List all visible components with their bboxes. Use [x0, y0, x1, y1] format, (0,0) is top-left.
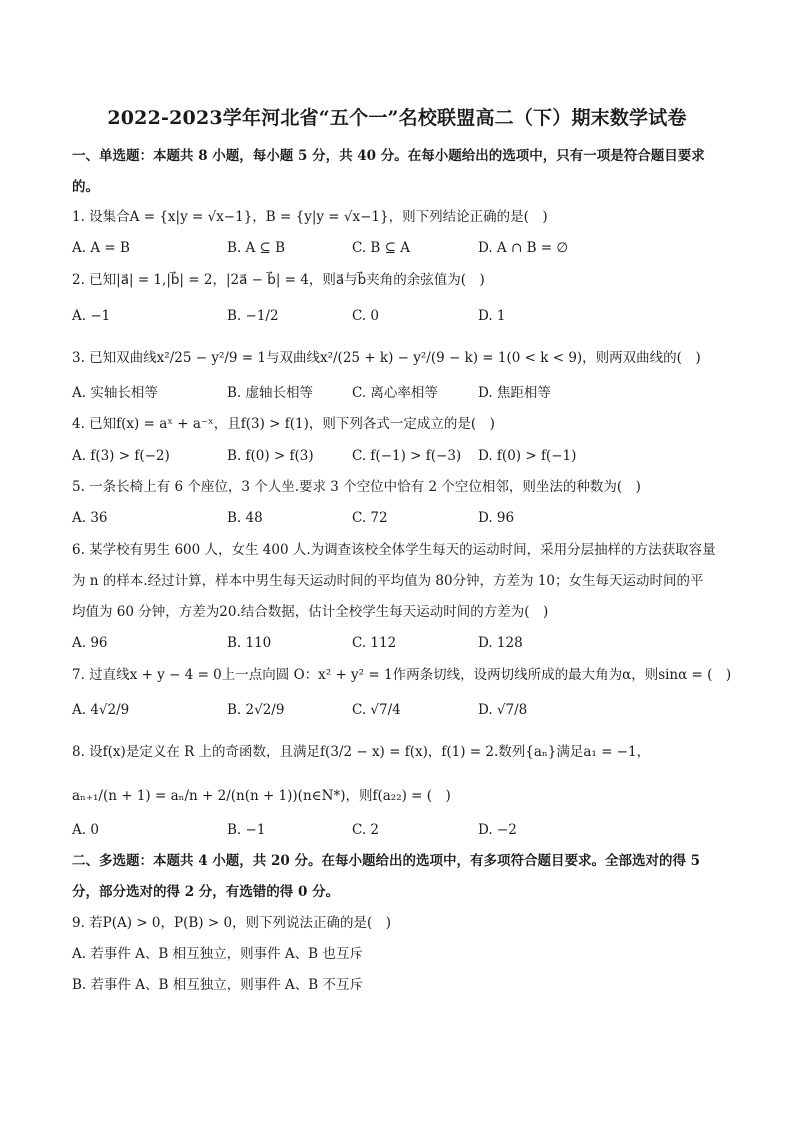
question-6-line3: 均值为 60 分钟，方差为20.结合数据，估计全校学生每天运动时间的方差为( ) — [72, 604, 549, 620]
question-8-option-d: D. −2 — [478, 822, 517, 838]
question-5-option-c: C. 72 — [352, 510, 388, 526]
question-9-stem: 9. 若P(A) > 0，P(B) > 0，则下列说法正确的是( ) — [72, 915, 392, 931]
question-2-option-a: A. −1 — [72, 308, 111, 324]
section1-header-line2: 的。 — [72, 179, 99, 195]
question-4-option-b: B. f(0) > f(3) — [227, 448, 314, 464]
question-1-option-c: C. B ⊆ A — [352, 240, 410, 256]
question-8-option-c: C. 2 — [352, 822, 380, 838]
question-3-option-c: C. 离心率相等 — [352, 385, 438, 401]
question-6-option-b: B. 110 — [227, 635, 272, 651]
question-2-option-c: C. 0 — [352, 308, 380, 324]
question-9-option-a: A. 若事件 A、B 相互独立，则事件 A、B 也互斥 — [72, 946, 363, 962]
question-2-option-b: B. −1/2 — [227, 308, 279, 324]
question-2-stem: 2. 已知|a⃗| = 1,|b⃗| = 2，|2a⃗ − b⃗| = 4，则a⃗与b⃗夹角的余弦值为( ) — [72, 272, 485, 288]
question-4-stem: 4. 已知f(x) = aˣ + a⁻ˣ，且f(3) > f(1)，则下列各式一定成立的是( ) — [72, 416, 495, 432]
section2-header-line2: 分，部分选对的得 2 分，有选错的得 0 分。 — [72, 884, 340, 900]
question-3-stem: 3. 已知双曲线x²/25 − y²/9 = 1与双曲线x²/(25 + k) − y²/(9 − k) = 1(0 < k < 9)，则两双曲线的( ) — [72, 350, 701, 366]
question-1-stem: 1. 设集合A = {x|y = √x−1}，B = {y|y = √x−1}，则下列结论正确的是( ) — [72, 209, 548, 225]
question-7-option-d: D. √7/8 — [478, 702, 528, 718]
question-5-option-d: D. 96 — [478, 510, 515, 526]
page-title: 2022-2023学年河北省“五个一”名校联盟高二（下）期末数学试卷 — [107, 107, 687, 129]
question-6-option-a: A. 96 — [72, 635, 108, 651]
question-1-option-d: D. A ∩ B = ∅ — [478, 240, 569, 256]
question-5-stem: 5. 一条长椅上有 6 个座位，3 个人坐.要求 3 个空位中恰有 2 个空位相邻，则坐法的种数为( ) — [72, 479, 641, 495]
question-3-option-a: A. 实轴长相等 — [72, 385, 158, 401]
section2-header-line1: 二、多选题：本题共 4 小题，共 20 分。在每小题给出的选项中，有多项符合题目要求。全部选对的得 5 — [72, 853, 701, 869]
question-7-stem: 7. 过直线x + y − 4 = 0上一点向圆 O：x² + y² = 1作两条切线，设两切线所成的最大角为α，则sinα = ( ) — [72, 667, 732, 683]
question-1-option-a: A. A = B — [72, 240, 130, 256]
question-5-option-b: B. 48 — [227, 510, 263, 526]
question-6-line2: 为 n 的样本.经过计算，样本中男生每天运动时间的平均值为 80分钟，方差为 10；女生每天运动时间的平 — [72, 573, 704, 589]
section1-header-line1: 一、单选题：本题共 8 小题，每小题 5 分，共 40 分。在每小题给出的选项中，只有一项是符合题目要求 — [72, 148, 705, 164]
question-4-option-c: C. f(−1) > f(−3) — [352, 448, 462, 464]
question-8-line2: aₙ₊₁/(n + 1) = aₙ/n + 2/(n(n + 1))(n∈N*)，则f(a₂₂) = ( ) — [72, 788, 451, 804]
question-7-option-b: B. 2√2/9 — [227, 702, 285, 718]
question-7-option-c: C. √7/4 — [352, 702, 401, 718]
question-5-option-a: A. 36 — [72, 510, 108, 526]
question-7-option-a: A. 4√2/9 — [72, 702, 130, 718]
question-3-option-b: B. 虚轴长相等 — [227, 385, 314, 401]
question-6-line1: 6. 某学校有男生 600 人，女生 400 人.为调查该校全体学生每天的运动时间，采用分层抽样的方法获取容量 — [72, 542, 716, 558]
question-1-option-b: B. A ⊆ B — [227, 240, 286, 256]
question-8-option-a: A. 0 — [72, 822, 99, 838]
question-4-option-d: D. f(0) > f(−1) — [478, 448, 577, 464]
question-2-option-d: D. 1 — [478, 308, 506, 324]
question-8-option-b: B. −1 — [227, 822, 266, 838]
question-6-option-d: D. 128 — [478, 635, 523, 651]
question-3-option-d: D. 焦距相等 — [478, 385, 551, 401]
question-8-line1: 8. 设f(x)是定义在 R 上的奇函数，且满足f(3/2 − x) = f(x)，f(1) = 2.数列{aₙ}满足a₁ = −1， — [72, 744, 651, 760]
question-9-option-b: B. 若事件 A、B 相互独立，则事件 A、B 不互斥 — [72, 977, 364, 993]
question-4-option-a: A. f(3) > f(−2) — [72, 448, 170, 464]
question-6-option-c: C. 112 — [352, 635, 397, 651]
